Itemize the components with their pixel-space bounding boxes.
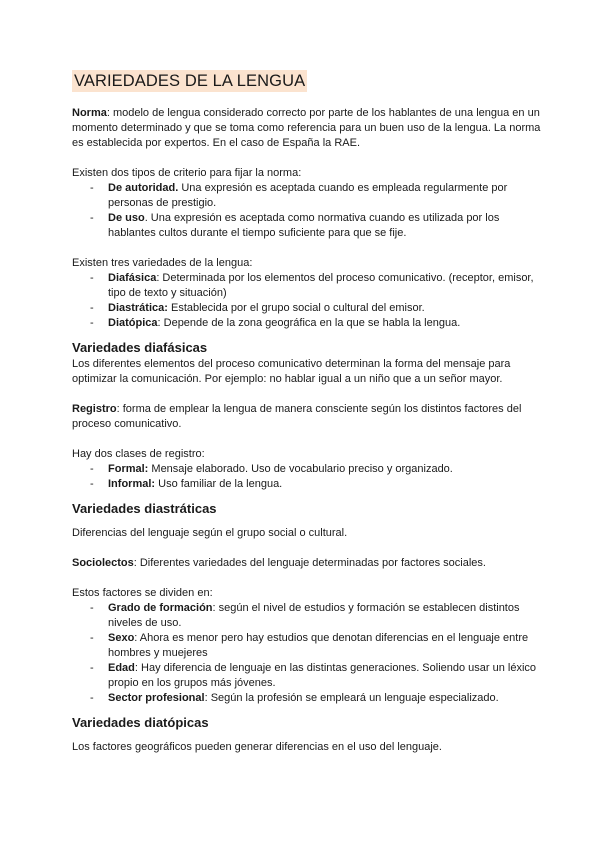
list-item: - Formal: Mensaje elaborado. Uso de vocabulario preciso y organizado. xyxy=(90,463,453,475)
diastraticas-text: Diferencias del lenguaje según el grupo social o cultural. xyxy=(72,527,348,539)
list-item: - Grado de formación: según el nivel de estudios y formación se establecen distintos niveles de uso. xyxy=(90,602,520,629)
criterios-list xyxy=(72,181,542,241)
list-item: - De uso. Una expresión es aceptada como normativa cuando es utilizada por los hablantes cultos durante el tiempo suficiente para que se fije. xyxy=(90,212,500,239)
norma-text: : modelo de lengua considerado correcto por parte de los hablantes de una lengua en un momento determinado y que se toma como referencia para un buen uso de la lengua. La norma es establecida por expertos. En el caso de España la RAE. xyxy=(72,107,541,149)
norma-term: Norma xyxy=(72,107,107,119)
document-title: VARIEDADES DE LA LENGUA xyxy=(74,72,306,90)
list-item: - Informal: Uso familiar de la lengua. xyxy=(90,478,283,490)
registro-paragraph: Registro: forma de emplear la lengua de manera consciente según los distintos factores del proceso comunicativo. xyxy=(72,403,522,430)
factores-intro: Estos factores se dividen en: xyxy=(72,587,213,599)
clases-intro: Hay dos clases de registro: xyxy=(72,448,205,460)
diafasicas-heading: Variedades diafásicas xyxy=(72,340,208,355)
list-item: - Sexo: Ahora es menor pero hay estudios que denotan diferencias en el lenguaje entre hombres y muejeres xyxy=(90,632,529,659)
document-page xyxy=(72,70,542,755)
diafasicas-text: Los diferentes elementos del proceso comunicativo determinan la forma del mensaje para optimizar la comunicación. Por ejemplo: no hablar igual a un niño que a un señor mayor. xyxy=(72,358,511,385)
diastraticas-heading: Variedades diastráticas xyxy=(72,501,217,516)
variedades-intro: Existen tres variedades de la lengua: xyxy=(72,257,253,269)
list-item: - Sector profesional: Según la profesión se empleará un lenguaje especializado. xyxy=(90,692,499,704)
diatopicas-text: Los factores geográficos pueden generar diferencias en el uso del lenguaje. xyxy=(72,741,442,753)
list-item: - Diafásica: Determinada por los elementos del proceso comunicativo. (receptor, emisor, tipo de texto y situación) xyxy=(90,272,534,299)
list-item: - Edad: Hay diferencia de lenguaje en las distintas generaciones. Soliendo usar un léxico propio en los grupos más jóvenes. xyxy=(90,662,537,689)
sociolectos-paragraph: Sociolectos: Diferentes variedades del lenguaje determinadas por factores sociales. xyxy=(72,557,486,569)
list-item: - Diatópica: Depende de la zona geográfica en la que se habla la lengua. xyxy=(90,317,461,329)
criterios-intro: Existen dos tipos de criterio para fijar la norma: xyxy=(72,167,302,179)
registro-list xyxy=(72,462,542,492)
variedades-list xyxy=(72,271,542,331)
diatopicas-heading: Variedades diatópicas xyxy=(72,715,209,730)
list-item: - De autoridad. Una expresión es aceptada cuando es empleada regularmente por personas de prestigio. xyxy=(90,182,508,209)
list-item: - Diastrática: Establecida por el grupo social o cultural del emisor. xyxy=(90,302,425,314)
norma-paragraph xyxy=(72,106,542,151)
factores-list xyxy=(72,601,542,706)
